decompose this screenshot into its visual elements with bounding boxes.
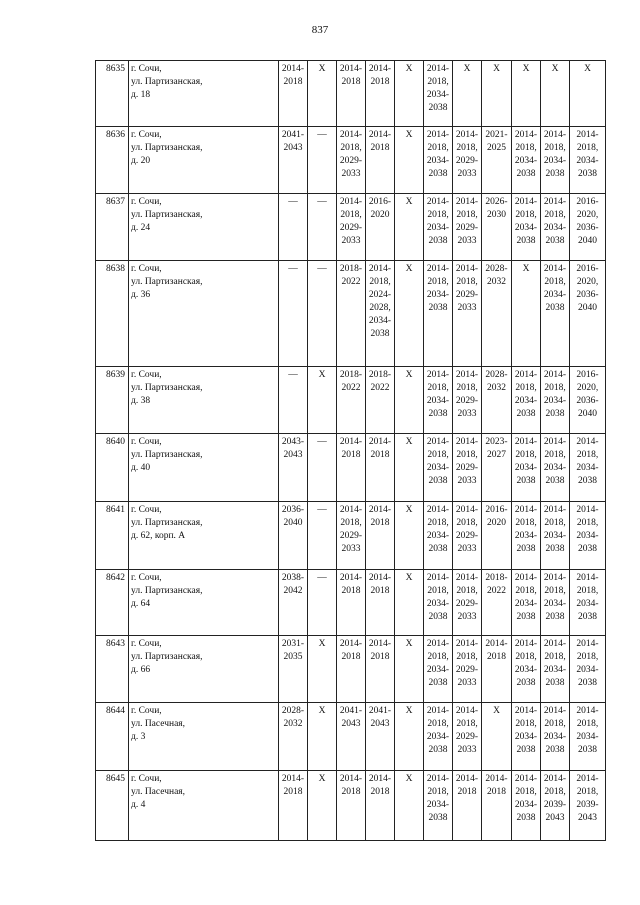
schedule-cell: 2031- 2035 bbox=[279, 636, 308, 703]
schedule-cell: — bbox=[308, 570, 337, 636]
schedule-cell: 2014- 2018, 2034- 2038 bbox=[512, 703, 541, 771]
schedule-cell: 2016- 2020, 2036- 2040 bbox=[570, 194, 606, 261]
schedule-cell: 2041- 2043 bbox=[366, 703, 395, 771]
schedule-cell: 2014- 2018, 2034- 2038 bbox=[512, 636, 541, 703]
schedule-cell: 2041- 2043 bbox=[279, 127, 308, 194]
schedule-cell: 2014- 2018 bbox=[366, 570, 395, 636]
schedule-cell: 2014- 2018, 2034- 2038 bbox=[424, 127, 453, 194]
schedule-cell: 2014- 2018, 2034- 2038 bbox=[570, 703, 606, 771]
schedule-cell: 2014- 2018, 2034- 2038 bbox=[541, 636, 570, 703]
schedule-cell: 2014- 2018 bbox=[366, 61, 395, 127]
schedule-cell: Х bbox=[453, 61, 482, 127]
schedule-cell: Х bbox=[308, 61, 337, 127]
schedule-cell: 2014- 2018, 2039- 2043 bbox=[541, 771, 570, 841]
address-cell: г. Сочи, ул. Партизанская, д. 66 bbox=[129, 636, 279, 703]
schedule-cell: 2018- 2022 bbox=[366, 367, 395, 434]
schedule-cell: 2014- 2018, 2034- 2038 bbox=[570, 636, 606, 703]
row-number-cell: 8641 bbox=[96, 502, 129, 570]
schedule-cell: — bbox=[308, 261, 337, 367]
schedule-cell: 2014- 2018, 2034- 2038 bbox=[424, 771, 453, 841]
schedule-cell: 2014- 2018, 2034- 2038 bbox=[424, 367, 453, 434]
schedule-cell: 2014- 2018, 2034- 2038 bbox=[541, 703, 570, 771]
row-number-cell: 8637 bbox=[96, 194, 129, 261]
row-number-cell: 8636 bbox=[96, 127, 129, 194]
schedule-cell: 2014- 2018, 2029- 2033 bbox=[453, 261, 482, 367]
schedule-cell: 2014- 2018 bbox=[279, 771, 308, 841]
schedule-cell: 2014- 2018, 2034- 2038 bbox=[512, 127, 541, 194]
schedule-cell: 2014- 2018, 2029- 2033 bbox=[453, 194, 482, 261]
table-row bbox=[96, 194, 606, 261]
schedule-cell: — bbox=[308, 434, 337, 502]
schedule-cell: Х bbox=[482, 703, 512, 771]
repair-schedule-table bbox=[95, 60, 606, 841]
schedule-cell: 2014- 2018 bbox=[279, 61, 308, 127]
schedule-cell: 2014- 2018, 2029- 2033 bbox=[453, 636, 482, 703]
address-cell: г. Сочи, ул. Партизанская, д. 36 bbox=[129, 261, 279, 367]
schedule-cell: 2016- 2020, 2036- 2040 bbox=[570, 367, 606, 434]
table-row bbox=[96, 570, 606, 636]
schedule-cell: — bbox=[308, 194, 337, 261]
schedule-cell: Х bbox=[395, 194, 424, 261]
table-body bbox=[96, 61, 606, 841]
schedule-cell: Х bbox=[308, 703, 337, 771]
schedule-cell: Х bbox=[570, 61, 606, 127]
schedule-cell: 2014- 2018 bbox=[337, 61, 366, 127]
table-row bbox=[96, 434, 606, 502]
schedule-cell: 2014- 2018, 2034- 2038 bbox=[512, 771, 541, 841]
schedule-cell: 2016- 2020 bbox=[366, 194, 395, 261]
schedule-cell: 2028- 2032 bbox=[482, 261, 512, 367]
schedule-cell: 2014- 2018 bbox=[337, 570, 366, 636]
schedule-cell: — bbox=[279, 367, 308, 434]
row-number-cell: 8635 bbox=[96, 61, 129, 127]
schedule-cell: 2016- 2020, 2036- 2040 bbox=[570, 261, 606, 367]
schedule-cell: Х bbox=[308, 636, 337, 703]
schedule-cell: Х bbox=[395, 367, 424, 434]
schedule-cell: 2038- 2042 bbox=[279, 570, 308, 636]
schedule-cell: 2014- 2018, 2034- 2038 bbox=[424, 502, 453, 570]
schedule-cell: Х bbox=[395, 771, 424, 841]
schedule-cell: 2014- 2018 bbox=[366, 502, 395, 570]
schedule-cell: Х bbox=[395, 570, 424, 636]
schedule-cell: 2014- 2018, 2034- 2038 bbox=[512, 367, 541, 434]
schedule-cell: — bbox=[308, 127, 337, 194]
schedule-cell: 2014- 2018, 2034- 2038 bbox=[541, 434, 570, 502]
schedule-cell: Х bbox=[482, 61, 512, 127]
schedule-cell: 2028- 2032 bbox=[482, 367, 512, 434]
schedule-cell: 2014- 2018 bbox=[482, 636, 512, 703]
schedule-cell: Х bbox=[395, 261, 424, 367]
address-cell: г. Сочи, ул. Партизанская, д. 38 bbox=[129, 367, 279, 434]
schedule-cell: 2018- 2022 bbox=[482, 570, 512, 636]
schedule-cell: 2014- 2018, 2034- 2038 bbox=[541, 570, 570, 636]
schedule-cell: 2014- 2018, 2029- 2033 bbox=[337, 194, 366, 261]
schedule-cell: 2014- 2018, 2034- 2038 bbox=[424, 636, 453, 703]
table-row bbox=[96, 127, 606, 194]
address-cell: г. Сочи, ул. Партизанская, д. 18 bbox=[129, 61, 279, 127]
row-number-cell: 8644 bbox=[96, 703, 129, 771]
schedule-cell: 2014- 2018 bbox=[482, 771, 512, 841]
schedule-cell: Х bbox=[395, 61, 424, 127]
schedule-cell: 2014- 2018, 2034- 2038 bbox=[424, 194, 453, 261]
schedule-cell: — bbox=[279, 194, 308, 261]
schedule-cell: Х bbox=[395, 502, 424, 570]
schedule-cell: 2014- 2018, 2034- 2038 bbox=[424, 570, 453, 636]
schedule-cell: 2041- 2043 bbox=[337, 703, 366, 771]
schedule-cell: 2021- 2025 bbox=[482, 127, 512, 194]
schedule-cell: 2014- 2018, 2034- 2038 bbox=[424, 61, 453, 127]
schedule-cell: 2014- 2018, 2029- 2033 bbox=[453, 434, 482, 502]
schedule-cell: 2014- 2018 bbox=[366, 636, 395, 703]
row-number-cell: 8638 bbox=[96, 261, 129, 367]
schedule-cell: 2043- 2043 bbox=[279, 434, 308, 502]
schedule-cell: Х bbox=[308, 367, 337, 434]
schedule-cell: 2014- 2018, 2029- 2033 bbox=[453, 127, 482, 194]
page-number: 837 bbox=[311, 24, 329, 36]
schedule-cell: — bbox=[279, 261, 308, 367]
schedule-cell: 2036- 2040 bbox=[279, 502, 308, 570]
schedule-cell: Х bbox=[512, 61, 541, 127]
row-number-cell: 8643 bbox=[96, 636, 129, 703]
schedule-cell: 2014- 2018, 2024- 2028, 2034- 2038 bbox=[366, 261, 395, 367]
schedule-cell: Х bbox=[541, 61, 570, 127]
table-row bbox=[96, 636, 606, 703]
address-cell: г. Сочи, ул. Партизанская, д. 20 bbox=[129, 127, 279, 194]
schedule-cell: 2014- 2018, 2029- 2033 bbox=[337, 502, 366, 570]
schedule-cell: 2023- 2027 bbox=[482, 434, 512, 502]
schedule-cell: 2014- 2018, 2029- 2033 bbox=[453, 367, 482, 434]
schedule-cell: 2014- 2018, 2034- 2038 bbox=[541, 261, 570, 367]
schedule-cell: 2014- 2018 bbox=[337, 771, 366, 841]
schedule-cell: 2014- 2018 bbox=[453, 771, 482, 841]
schedule-cell: 2014- 2018, 2034- 2038 bbox=[512, 570, 541, 636]
schedule-cell: 2014- 2018, 2034- 2038 bbox=[424, 261, 453, 367]
schedule-cell: 2014- 2018, 2034- 2038 bbox=[570, 127, 606, 194]
address-cell: г. Сочи, ул. Партизанская, д. 62, корп. А bbox=[129, 502, 279, 570]
schedule-cell: 2014- 2018, 2034- 2038 bbox=[541, 127, 570, 194]
schedule-cell: 2014- 2018, 2034- 2038 bbox=[512, 434, 541, 502]
schedule-cell: Х bbox=[395, 703, 424, 771]
schedule-cell: 2014- 2018, 2034- 2038 bbox=[541, 367, 570, 434]
schedule-cell: 2014- 2018, 2034- 2038 bbox=[570, 434, 606, 502]
schedule-cell: 2014- 2018, 2034- 2038 bbox=[512, 194, 541, 261]
schedule-cell: 2014- 2018, 2029- 2033 bbox=[453, 570, 482, 636]
schedule-cell: 2014- 2018 bbox=[337, 636, 366, 703]
schedule-cell: 2014- 2018, 2029- 2033 bbox=[453, 703, 482, 771]
table-row bbox=[96, 771, 606, 841]
schedule-cell: 2014- 2018, 2039- 2043 bbox=[570, 771, 606, 841]
schedule-cell: 2014- 2018 bbox=[366, 771, 395, 841]
schedule-cell: 2028- 2032 bbox=[279, 703, 308, 771]
table-row bbox=[96, 261, 606, 367]
schedule-cell: 2014- 2018, 2034- 2038 bbox=[541, 502, 570, 570]
schedule-cell: — bbox=[308, 502, 337, 570]
schedule-cell: 2014- 2018, 2029- 2033 bbox=[453, 502, 482, 570]
schedule-cell: 2014- 2018 bbox=[337, 434, 366, 502]
schedule-cell: 2014- 2018, 2034- 2038 bbox=[541, 194, 570, 261]
schedule-cell: 2016- 2020 bbox=[482, 502, 512, 570]
schedule-cell: 2014- 2018, 2034- 2038 bbox=[570, 502, 606, 570]
schedule-cell: Х bbox=[395, 636, 424, 703]
schedule-cell: 2014- 2018, 2034- 2038 bbox=[424, 434, 453, 502]
schedule-cell: 2014- 2018, 2034- 2038 bbox=[512, 502, 541, 570]
schedule-cell: Х bbox=[308, 771, 337, 841]
schedule-cell: 2014- 2018, 2034- 2038 bbox=[424, 703, 453, 771]
row-number-cell: 8639 bbox=[96, 367, 129, 434]
schedule-cell: 2014- 2018 bbox=[366, 127, 395, 194]
address-cell: г. Сочи, ул. Пасечная, д. 3 bbox=[129, 703, 279, 771]
schedule-cell: 2026- 2030 bbox=[482, 194, 512, 261]
schedule-cell: Х bbox=[395, 127, 424, 194]
schedule-cell: Х bbox=[512, 261, 541, 367]
schedule-cell: 2014- 2018 bbox=[366, 434, 395, 502]
row-number-cell: 8640 bbox=[96, 434, 129, 502]
address-cell: г. Сочи, ул. Пасечная, д. 4 bbox=[129, 771, 279, 841]
table-row bbox=[96, 367, 606, 434]
table-row bbox=[96, 502, 606, 570]
table-row bbox=[96, 61, 606, 127]
address-cell: г. Сочи, ул. Партизанская, д. 64 bbox=[129, 570, 279, 636]
schedule-cell: Х bbox=[395, 434, 424, 502]
table-row bbox=[96, 703, 606, 771]
schedule-cell: 2018- 2022 bbox=[337, 261, 366, 367]
row-number-cell: 8642 bbox=[96, 570, 129, 636]
address-cell: г. Сочи, ул. Партизанская, д. 40 bbox=[129, 434, 279, 502]
schedule-cell: 2014- 2018, 2034- 2038 bbox=[570, 570, 606, 636]
schedule-cell: 2014- 2018, 2029- 2033 bbox=[337, 127, 366, 194]
address-cell: г. Сочи, ул. Партизанская, д. 24 bbox=[129, 194, 279, 261]
row-number-cell: 8645 bbox=[96, 771, 129, 841]
schedule-cell: 2018- 2022 bbox=[337, 367, 366, 434]
